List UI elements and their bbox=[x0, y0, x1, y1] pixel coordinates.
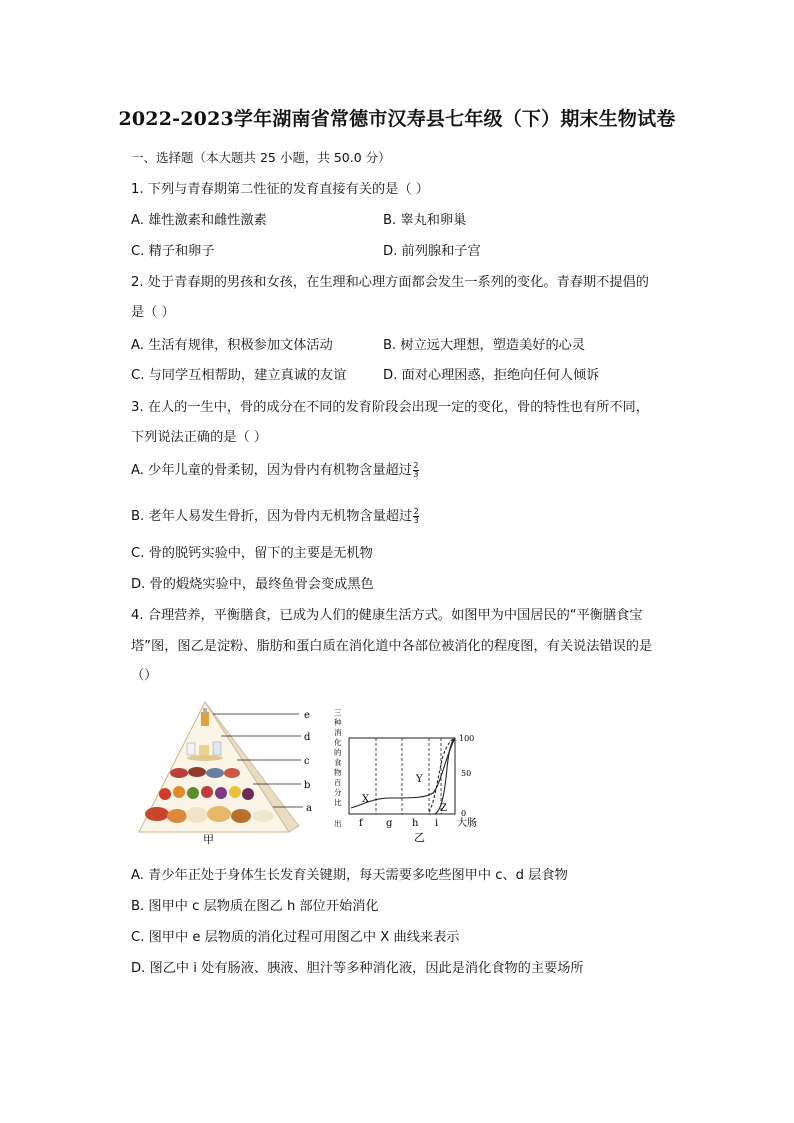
curve-label-y: Y bbox=[416, 774, 423, 785]
svg-text:消: 消 bbox=[334, 728, 342, 737]
x-label-i: i bbox=[435, 818, 439, 829]
q1-option-c[interactable]: C. 精子和卵子 bbox=[131, 244, 215, 259]
question-3-stem-line-1: 3. 在人的一生中，骨的成分在不同的发育阶段会出现一定的变化，骨的特性也有所不同， bbox=[131, 400, 649, 415]
q2-option-b[interactable]: B. 树立远大理想，塑造美好的心灵 bbox=[383, 338, 586, 353]
q2-option-a[interactable]: A. 生活有规律，积极参加文体活动 bbox=[131, 338, 333, 353]
pyramid-label-e: e bbox=[304, 710, 310, 721]
svg-text:分: 分 bbox=[334, 788, 342, 797]
figure-svg bbox=[129, 698, 507, 844]
y-tick-50: 50 bbox=[461, 769, 472, 778]
svg-text:出: 出 bbox=[334, 819, 342, 828]
question-4-figure bbox=[129, 698, 507, 844]
pyramid-label-c: c bbox=[304, 756, 310, 767]
food-pyramid bbox=[139, 702, 312, 844]
question-2-stem-line-1: 2. 处于青春期的男孩和女孩，在生理和心理方面都会发生一系列的变化。青春期不提倡的 bbox=[131, 275, 649, 290]
fraction-two-thirds: $\frac{2}{3}$ bbox=[413, 506, 419, 525]
digestion-chart bbox=[334, 708, 477, 844]
svg-text:百: 百 bbox=[334, 778, 342, 787]
x-label-large-intestine: 大肠 bbox=[457, 818, 477, 829]
q3-option-b-text: B. 老年人易发生骨折，因为骨内无机物含量超过 bbox=[131, 509, 413, 524]
q4-option-b[interactable]: B. 图甲中 c 层物质在图乙 h 部位开始消化 bbox=[131, 899, 379, 914]
q3-option-d[interactable]: D. 骨的煅烧实验中，最终鱼骨会变成黑色 bbox=[131, 577, 374, 592]
q2-option-d[interactable]: D. 面对心理困惑，拒绝向任何人倾诉 bbox=[383, 368, 600, 383]
x-label-g: g bbox=[386, 818, 393, 829]
q1-option-a[interactable]: A. 雄性激素和雌性激素 bbox=[131, 213, 267, 228]
pyramid-label-a: a bbox=[306, 803, 312, 814]
svg-text:物: 物 bbox=[334, 768, 342, 777]
q4-option-d[interactable]: D. 图乙中 i 处有肠液、胰液、胆汁等多种消化液，因此是消化食物的主要场所 bbox=[131, 961, 584, 976]
x-label-f: f bbox=[359, 818, 363, 829]
q3-option-b[interactable] bbox=[131, 505, 419, 525]
question-4-stem-line-3: （） bbox=[131, 668, 158, 683]
question-2-stem-line-2: 是（ ） bbox=[131, 305, 175, 320]
q1-option-d[interactable]: D. 前列腺和子宫 bbox=[383, 244, 481, 259]
page-title: 2022-2023学年湖南省常德市汉寿县七年级（下）期末生物试卷 bbox=[118, 108, 676, 130]
q3-option-a[interactable] bbox=[131, 459, 419, 479]
y-tick-100: 100 bbox=[459, 734, 475, 743]
q4-option-c[interactable]: C. 图甲中 e 层物质的消化过程可用图乙中 X 曲线来表示 bbox=[131, 930, 460, 945]
chart-caption: 乙 bbox=[414, 831, 425, 844]
svg-text:三: 三 bbox=[334, 708, 342, 717]
question-4-stem-line-2: 塔”图，图乙是淀粉、脂肪和蛋白质在消化道中各部位被消化的程度图，有关说法错误的是 bbox=[131, 639, 653, 654]
question-1-stem: 1. 下列与青春期第二性征的发育直接有关的是（ ） bbox=[131, 182, 429, 197]
q1-option-b[interactable]: B. 睾丸和卵巢 bbox=[383, 213, 467, 228]
y-axis-label bbox=[334, 708, 342, 828]
svg-text:比: 比 bbox=[334, 798, 342, 807]
pyramid-caption: 甲 bbox=[203, 833, 214, 844]
svg-text:食: 食 bbox=[334, 758, 342, 767]
q3-option-a-text: A. 少年儿童的骨柔韧，因为骨内有机物含量超过 bbox=[131, 463, 412, 478]
svg-text:化: 化 bbox=[334, 738, 342, 747]
question-4-stem-line-1: 4. 合理营养，平衡膳食，已成为人们的健康生活方式。如图甲为中国居民的“平衡膳食宝 bbox=[131, 608, 643, 623]
svg-text:的: 的 bbox=[334, 748, 342, 757]
q2-option-c[interactable]: C. 与同学互相帮助，建立真诚的友谊 bbox=[131, 368, 347, 383]
q3-option-c[interactable]: C. 骨的脱钙实验中，留下的主要是无机物 bbox=[131, 546, 373, 561]
x-label-h: h bbox=[412, 818, 419, 829]
curve-label-x: X bbox=[362, 794, 370, 805]
q4-option-a[interactable]: A. 青少年正处于身体生长发育关键期，每天需要多吃些图甲中 c、d 层食物 bbox=[131, 868, 568, 883]
section-heading: 一、选择题（本大题共 25 小题，共 50.0 分） bbox=[131, 150, 391, 165]
curve-label-z: Z bbox=[440, 803, 447, 814]
question-3-stem-line-2: 下列说法正确的是（ ） bbox=[131, 430, 268, 445]
pyramid-label-b: b bbox=[304, 780, 311, 791]
pyramid-label-d: d bbox=[304, 732, 311, 743]
fraction-two-thirds: $\frac{2}{3}$ bbox=[413, 460, 419, 479]
svg-text:种: 种 bbox=[334, 718, 342, 727]
y-tick-0: 0 bbox=[461, 809, 467, 818]
